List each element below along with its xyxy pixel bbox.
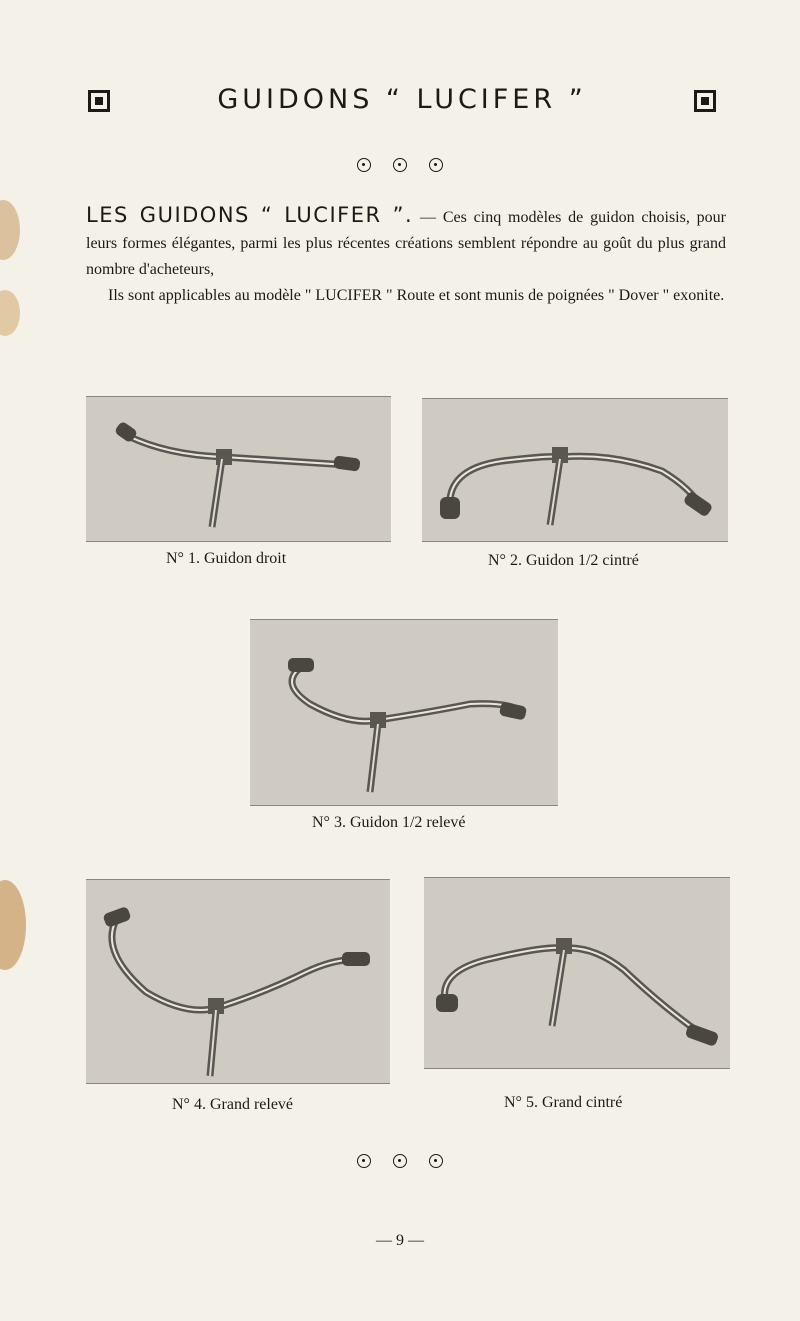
intro-lead: LES GUIDONS “ LUCIFER ”. <box>86 203 414 227</box>
caption-4: N° 4. Grand relevé <box>172 1096 294 1113</box>
intro-paragraph-1 <box>86 202 726 283</box>
caption-1: N° 1. Guidon droit <box>166 550 287 567</box>
circle-dot-icon <box>357 1154 371 1168</box>
photo-guidon-2 <box>422 398 728 542</box>
handlebar-drawing-2 <box>422 399 728 541</box>
ornament-top <box>0 158 800 177</box>
caption-5: N° 5. Grand cintré <box>504 1094 623 1111</box>
circle-dot-icon <box>357 158 371 172</box>
handlebar-drawing-3 <box>250 620 558 805</box>
intro-text-2: Ils sont applicables au modèle " LUCIFER " Route et sont munis de poignées " Dover " exonite. <box>108 287 725 304</box>
intro-text <box>86 202 726 309</box>
page-number: — 9 — <box>376 1232 424 1249</box>
paper-stain <box>0 880 26 970</box>
circle-dot-icon <box>429 1154 443 1168</box>
ornament-bottom <box>0 1154 800 1173</box>
circle-dot-icon <box>429 158 443 172</box>
intro-text-1: Ces cinq modèles de guidon choisis, pour leurs formes élégantes, parmi les plus récentes créations semblent répondre au goût du plus grand nombre d'acheteurs, <box>86 209 727 278</box>
photo-guidon-3 <box>250 619 558 806</box>
intro-dash: — <box>413 209 443 226</box>
caption-2: N° 2. Guidon 1/2 cintré <box>488 552 639 569</box>
photo-guidon-5 <box>424 877 730 1069</box>
page-title: GUIDONS “ LUCIFER ” <box>217 84 587 115</box>
paper-stain <box>0 200 20 260</box>
handlebar-drawing-4 <box>86 880 390 1083</box>
handlebar-drawing-1 <box>86 397 391 541</box>
circle-dot-icon <box>393 1154 407 1168</box>
photo-guidon-4 <box>86 879 390 1084</box>
paper-stain <box>0 290 20 336</box>
intro-paragraph-2 <box>86 283 726 309</box>
caption-3: N° 3. Guidon 1/2 relevé <box>312 814 466 831</box>
page-header <box>84 84 720 124</box>
handlebar-drawing-5 <box>424 878 730 1068</box>
square-bullet-icon <box>694 90 716 112</box>
photo-guidon-1 <box>86 396 391 542</box>
circle-dot-icon <box>393 158 407 172</box>
